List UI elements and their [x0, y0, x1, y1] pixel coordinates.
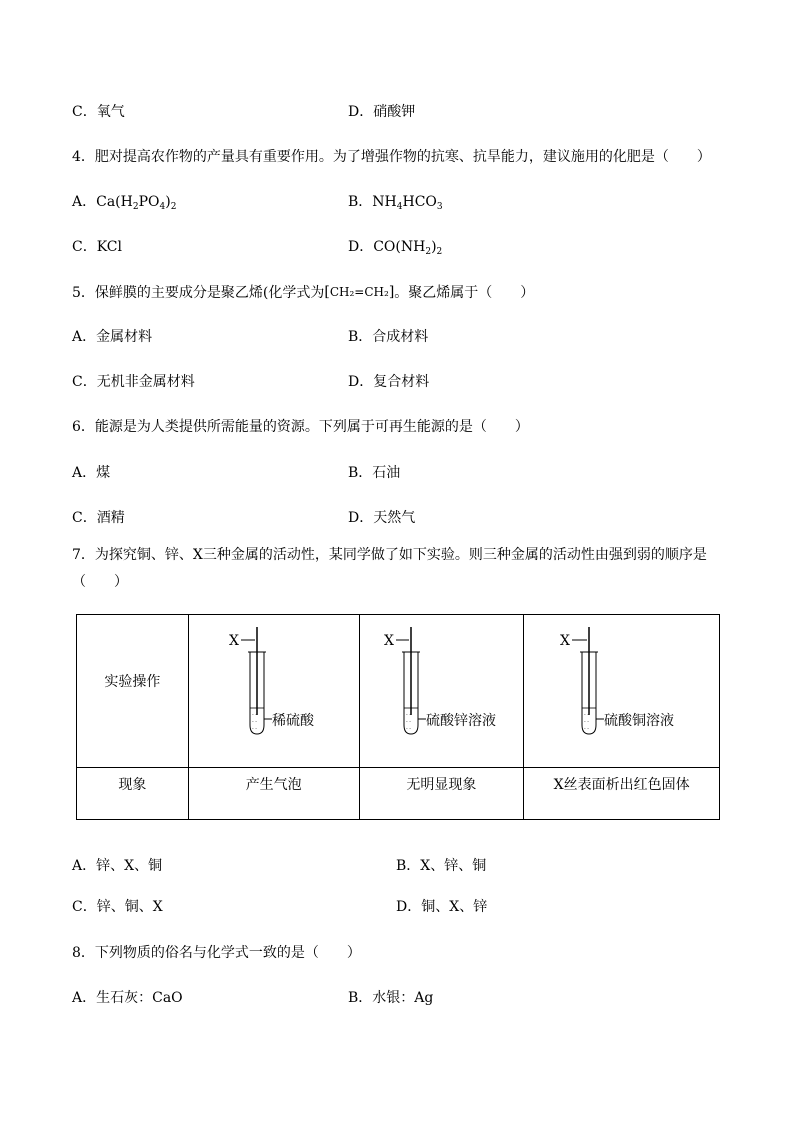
q6-option-d: D．天然气 [348, 510, 416, 526]
row-header-operation: 实验操作 [77, 615, 189, 768]
q6-stem: 6．能源是为人类提供所需能量的资源。下列属于可再生能源的是（ ） [72, 419, 529, 435]
svg-text:- -: - - [405, 712, 411, 718]
q7-option-c: C．锌、铜、X [72, 899, 163, 915]
q7-option-b: B．X、锌、铜 [396, 858, 487, 874]
wire-label-x: X [383, 633, 394, 649]
test-tube-diagram-3 [524, 615, 720, 767]
test-tube-diagram-1 [189, 615, 360, 767]
svg-text:- -: - - [584, 726, 590, 732]
q4-option-c: C．KCl [72, 239, 122, 255]
solution-label-2: 硫酸锌溶液 [425, 713, 496, 729]
phenomenon-1: 产生气泡 [188, 768, 359, 820]
q8-stem: 8．下列物质的俗名与化学式一致的是（ ） [72, 945, 361, 961]
svg-text:- -: - - [251, 719, 257, 725]
test-tube-diagram-2 [360, 615, 525, 767]
q4-option-b: B．$NH_4HCO_3$ [348, 194, 443, 212]
q5-option-a: A．金属材料 [72, 329, 153, 345]
q8-option-b: B．水银：Ag [348, 990, 434, 1006]
solution-label-1: 稀硫酸 [271, 713, 314, 729]
svg-text:- -: - - [405, 719, 411, 725]
q5-option-d: D．复合材料 [348, 374, 430, 390]
q6-option-a: A．煤 [72, 465, 111, 481]
solution-label-3: 硫酸铜溶液 [604, 713, 675, 729]
tube-cell-2 [359, 615, 524, 768]
q7-stem-line2: （ ） [72, 574, 128, 590]
q5-stem: 5．保鲜膜的主要成分是聚乙烯(化学式为[CH₂=CH₂]。聚乙烯属于（ ） [72, 284, 535, 301]
q3-option-d: D．硝酸钾 [348, 104, 416, 120]
svg-text:- -: - - [405, 726, 411, 732]
experiment-table [76, 614, 720, 820]
phenomenon-2: 无明显现象 [359, 768, 524, 820]
q5-option-c: C．无机非金属材料 [72, 374, 195, 390]
polyethylene-formula: [CH₂=CH₂] [324, 284, 395, 300]
q4-stem: 4．肥对提高农作物的产量具有重要作用。为了增强作物的抗寒、抗旱能力，建议施用的化肥是（ ） [72, 149, 711, 165]
q7-option-a: A．锌、X、铜 [72, 858, 163, 874]
q3-option-c: C．氧气 [72, 104, 125, 120]
q4-option-d: D．$CO(NH_2)_2$ [348, 239, 443, 257]
q6-option-b: B．石油 [348, 465, 401, 481]
wire-label-x: X [228, 633, 239, 649]
tube-cell-1 [188, 615, 359, 768]
svg-text:- -: - - [251, 726, 257, 732]
wire-label-x: X [560, 633, 571, 649]
q7-option-d: D．铜、X、锌 [396, 899, 488, 915]
q6-option-c: C．酒精 [72, 510, 125, 526]
svg-text:- -: - - [584, 712, 590, 718]
q5-option-b: B．合成材料 [348, 329, 429, 345]
q4-option-a: A．$Ca(H_2PO_4)_2$ [72, 194, 177, 212]
tube-cell-3 [524, 615, 720, 768]
q8-option-a: A．生石灰：CaO [72, 990, 183, 1006]
phenomenon-3: X丝表面析出红色固体 [524, 768, 720, 820]
svg-text:- -: - - [251, 712, 257, 718]
row-header-phenomenon: 现象 [77, 768, 189, 820]
svg-text:- -: - - [584, 719, 590, 725]
q7-stem-line1: 7．为探究铜、锌、X三种金属的活动性，某同学做了如下实验。则三种金属的活动性由强到弱的顺序是 [72, 547, 707, 563]
